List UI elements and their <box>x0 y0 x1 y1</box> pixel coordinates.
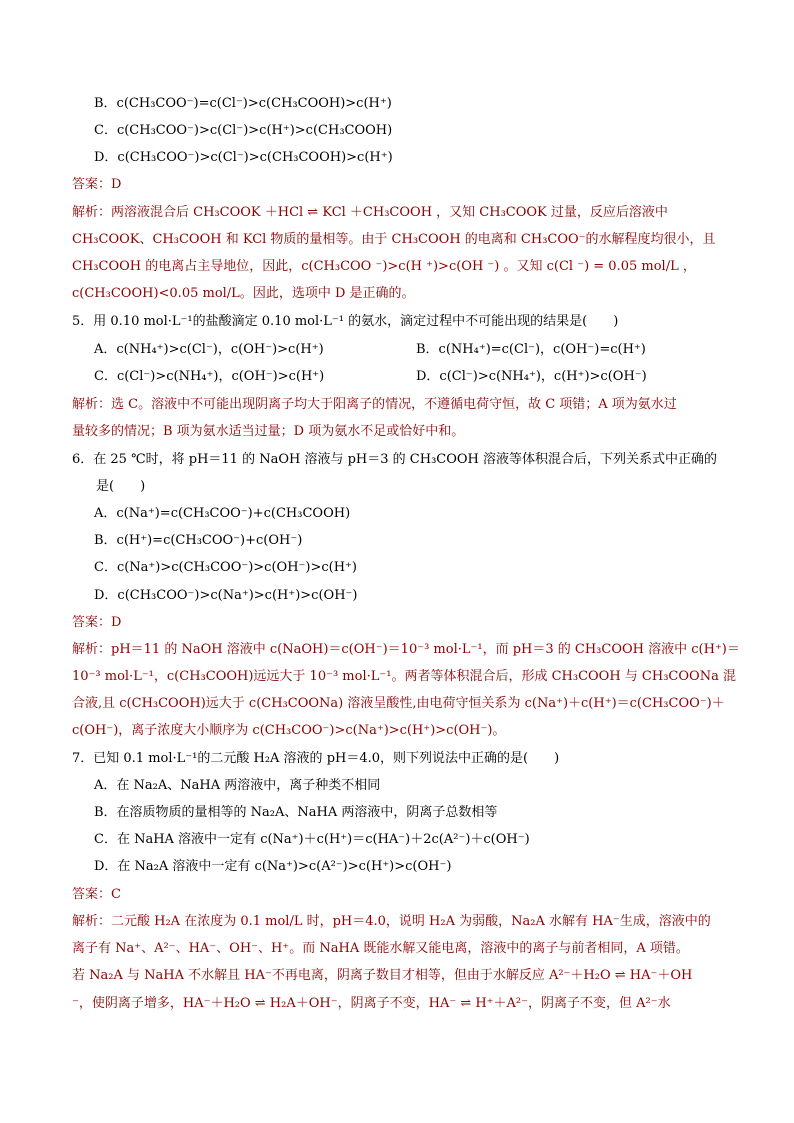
q5-analysis-line-1: 解析：选 C。溶液中不可能出现阴离子均大于阳离子的情况，不遵循电荷守恒，故 C 项错；A 项为氨水过 <box>72 397 677 412</box>
q7-analysis-line-1: 解析：二元酸 H₂A 在浓度为 0.1 mol/L 时，pH＝4.0，说明 H₂A 为弱酸，Na₂A 水解有 HA⁻生成，溶液中的 <box>72 914 711 929</box>
q4-option-b: B．c(CH₃COO⁻)=c(Cl⁻)>c(CH₃COOH)>c(H⁺) <box>94 96 392 111</box>
q6-stem-line-2: 是( ) <box>96 479 146 494</box>
q6-option-b: B．c(H⁺)=c(CH₃COO⁻)+c(OH⁻) <box>94 533 303 548</box>
q6-answer: 答案：D <box>72 615 122 630</box>
q7-answer: 答案：C <box>72 887 121 902</box>
q4-option-d: D．c(CH₃COO⁻)>c(Cl⁻)>c(CH₃COOH)>c(H⁺) <box>94 150 393 165</box>
q7-stem: 7．已知 0.1 mol·L⁻¹的二元酸 H₂A 溶液的 pH＝4.0，则下列说法中正确的是( ) <box>72 751 560 766</box>
q6-analysis-line-1: 解析：pH＝11 的 NaOH 溶液中 c(NaOH)＝c(OH⁻)＝10⁻³ mol·L⁻¹，而 pH＝3 的 CH₃COOH 溶液中 c(H⁺)＝ <box>72 642 740 657</box>
q7-analysis-line-3: 若 Na₂A 与 NaHA 不水解且 HA⁻不再电离，阴离子数目才相等，但由于水解反应 A²⁻＋H₂O ⇌ HA⁻＋OH <box>72 968 693 983</box>
q6-analysis-line-3: 合液,且 c(CH₃COOH)远大于 c(CH₃COONa) 溶液呈酸性,由电荷守恒关系为 c(Na⁺)＋c(H⁺)＝c(CH₃COO⁻)＋ <box>72 696 725 711</box>
q6-analysis-line-4: c(OH⁻)，离子浓度大小顺序为 c(CH₃COO⁻)>c(Na⁺)>c(H⁺)>c(OH⁻)。 <box>72 723 506 738</box>
q6-option-d: D．c(CH₃COO⁻)>c(Na⁺)>c(H⁺)>c(OH⁻) <box>94 588 358 603</box>
q7-analysis-line-2: 离子有 Na⁺、A²⁻、HA⁻、OH⁻、H⁺。而 NaHA 既能水解又能电离，溶液中的离子与前者相同，A 项错。 <box>72 941 689 956</box>
q7-analysis-line-4: ⁻，使阴离子增多，HA⁻＋H₂O ⇌ H₂A＋OH⁻，阴离子不变，HA⁻ ⇌ H⁺＋A²⁻，阴离子不变，但 A²⁻水 <box>72 996 671 1011</box>
q4-analysis-line-4: c(CH₃COOH)<0.05 mol/L。因此，选项中 D 是正确的。 <box>72 286 415 301</box>
q4-analysis-line-3: CH₃COOH 的电离占主导地位，因此，c(CH₃COO ⁻)>c(H ⁺)>c(OH ⁻) 。又知 c(Cl ⁻) = 0.05 mol/L ， <box>72 259 696 274</box>
q7-option-d: D．在 Na₂A 溶液中一定有 c(Na⁺)>c(A²⁻)>c(H⁺)>c(OH⁻) <box>94 859 452 874</box>
q5-stem: 5．用 0.10 mol·L⁻¹的盐酸滴定 0.10 mol·L⁻¹ 的氨水，滴定过程中不可能出现的结果是( ) <box>72 314 619 329</box>
q6-analysis-line-2: 10⁻³ mol·L⁻¹，c(CH₃COOH)远远大于 10⁻³ mol·L⁻¹。两者等体积混合后，形成 CH₃COOH 与 CH₃COONa 混 <box>72 669 736 684</box>
q7-option-c: C．在 NaHA 溶液中一定有 c(Na⁺)＋c(H⁺)＝c(HA⁻)＋2c(A²⁻)＋c(OH⁻) <box>94 832 530 847</box>
q5-option-a: A．c(NH₄⁺)>c(Cl⁻)，c(OH⁻)>c(H⁺) <box>94 342 324 357</box>
q5-option-c: C．c(Cl⁻)>c(NH₄⁺)，c(OH⁻)>c(H⁺) <box>94 369 325 384</box>
q5-option-b: B．c(NH₄⁺)=c(Cl⁻)，c(OH⁻)=c(H⁺) <box>416 342 646 357</box>
q6-option-c: C．c(Na⁺)>c(CH₃COO⁻)>c(OH⁻)>c(H⁺) <box>94 560 357 575</box>
q4-option-c: C．c(CH₃COO⁻)>c(Cl⁻)>c(H⁺)>c(CH₃COOH) <box>94 123 393 138</box>
q4-analysis-line-2: CH₃COOK、CH₃COOH 和 KCl 物质的量相等。由于 CH₃COOH 的电离和 CH₃COO⁻的水解程度均很小，且 <box>72 232 716 247</box>
q5-option-d: D．c(Cl⁻)>c(NH₄⁺)，c(H⁺)>c(OH⁻) <box>416 369 647 384</box>
q7-option-a: A．在 Na₂A、NaHA 两溶液中，离子种类不相同 <box>94 778 381 793</box>
q4-answer: 答案：D <box>72 177 122 192</box>
q6-stem-line-1: 6．在 25 ℃时，将 pH＝11 的 NaOH 溶液与 pH＝3 的 CH₃COOH 溶液等体积混合后，下列关系式中正确的 <box>72 452 718 467</box>
q6-option-a: A．c(Na⁺)=c(CH₃COO⁻)+c(CH₃COOH) <box>94 506 351 521</box>
q5-analysis-line-2: 量较多的情况；B 项为氨水适当过量；D 项为氨水不足或恰好中和。 <box>72 424 465 439</box>
q7-option-b: B．在溶质物质的量相等的 Na₂A、NaHA 两溶液中，阴离子总数相等 <box>94 805 498 820</box>
q4-analysis-line-1: 解析：两溶液混合后 CH₃COOK ＋HCl ⇌ KCl ＋CH₃COOH ，又知 CH₃COOK 过量，反应后溶液中 <box>72 205 668 220</box>
